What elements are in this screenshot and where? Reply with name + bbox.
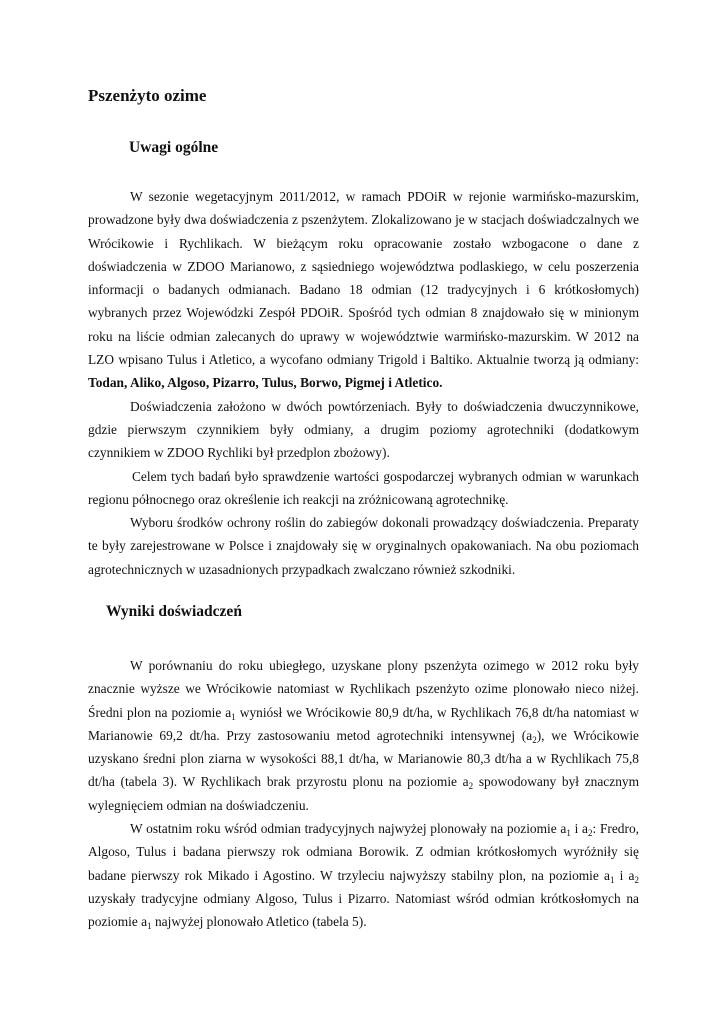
subscript: 1 (566, 828, 571, 839)
section-heading-general-remarks: Uwagi ogólne (129, 139, 219, 156)
paragraph-text: W sezonie wegetacyjnym 2011/2012, w ramach PDOiR w rejonie warmińsko-mazurskim, prowadzone były dwa doświadczenia z pszenżytem. Zlokalizowano je w stacjach doświadczalnych we Wrócikowie i Rychlikach. W bieżącym roku opracowanie zostało wzbogacone o dane z doświadczenia w ZDOO Marianowo, z sąsiedniego województwa podlaskiego, w celu poszerzenia informacji o badanych odmianach. Badano 18 odmian (12 tradycyjnych i 6 krótkosłomych) wybranych przez Wojewódzki Zespół PDOiR. Spośród tych odmian 8 znajdowało się w minionym roku na liście odmian zalecanych do uprawy w województwie warmińsko-mazurskim. W 2012 na LZO wpisano Tulus i Atletico, a wycofano odmiany Trigold i Baltiko. Aktualnie tworzą ją odmiany: (88, 189, 639, 368)
paragraph (88, 817, 639, 933)
subscript: 2 (588, 828, 593, 839)
section-results (88, 654, 639, 934)
section-heading-results: Wyniki doświadczeń (106, 603, 242, 620)
text: W ostatnim roku wśród odmian tradycyjnych najwyżej plonowały na poziomie a (130, 821, 567, 837)
paragraph: Celem tych badań było sprawdzenie wartości gospodarczej wybranych odmian w warunkach regionu północnego oraz określenie ich reakcji na zróżnicowaną agrotechnikę. (88, 468, 639, 507)
text: W porównaniu do roku ubiegłego, uzyskane plony pszenżyta ozimego w 2012 roku były znacznie wyższe we Wrócikowie natomiast w Rychlikach pszenżyto ozime plonowało nieco niżej. Średni plon na poziomie a (88, 658, 639, 720)
text: najwyżej plonowało Atletico (tabela 5). (151, 914, 367, 930)
subscript: 1 (609, 874, 615, 885)
subscript: 2 (532, 734, 537, 745)
text: spowodowany był znacznym wylegnięciem odmian na doświadczeniu. (88, 774, 640, 813)
paragraph: Doświadczenia założono w dwóch powtórzeniach. Były to doświadczenia dwuczynnikowe, gdzie pierwszym czynnikiem były odmiany, a drugim poziomy agrotechniki (dodatkowym czynnikiem w ZDOO Rychliki był przedplon zbożowy). (88, 398, 639, 461)
subscript: 1 (147, 921, 152, 932)
paragraph: Wyboru środków ochrony roślin do zabiegów dokonali prowadzący doświadczenia. Preparaty te były zarejestrowane w Polsce i znajdowały się w oryginalnych opakowaniach. Na obu poziomach agrotechnicznych w uzasadnionych przypadkach zwalczano również szkodniki. (88, 515, 639, 577)
subscript: 1 (231, 711, 236, 722)
text: ), we Wrócikowie uzyskano średni plon ziarna w wysokości 88,1 dt/ha, w Marianowie 80,3 dt/ha a w Rychlikach 75,8 dt/ha (tabela 3). W Rychlikach brak przyrostu plonu na poziomie a (88, 727, 639, 790)
paragraph (88, 654, 639, 817)
text: uzyskały tradycyjne odmiany Algoso, Tulus i Pizarro. Natomiast wśród odmian krótkosłomych na poziomie a (88, 890, 639, 930)
paragraph (88, 185, 639, 395)
section-general-remarks (88, 185, 639, 581)
subscript: 2 (634, 874, 640, 885)
variety-list: Todan, Aliko, Algoso, Pizarro, Tulus, Borwo, Pigmej i Atletico. (88, 375, 443, 391)
text: i a (614, 867, 635, 883)
text: i a (570, 821, 588, 837)
text: : Fredro, Algoso, Tulus i badana pierwszy rok odmiana Borowik. Z odmian krótkosłomych wyróżniły się badane pierwszy rok Mikado i Agostino. W trzyleciu najwyższy stabilny plon, na poziomie a (88, 821, 639, 883)
document-title: Pszenżyto ozime (88, 86, 207, 105)
subscript: 2 (468, 781, 474, 792)
text: wyniósł we Wrócikowie 80,9 dt/ha, w Rychlikach 76,8 dt/ha natomiast w Marianowie 69,2 dt/ha. Przy zastosowaniu metod agrotechniki intensywnej (a (88, 704, 639, 743)
